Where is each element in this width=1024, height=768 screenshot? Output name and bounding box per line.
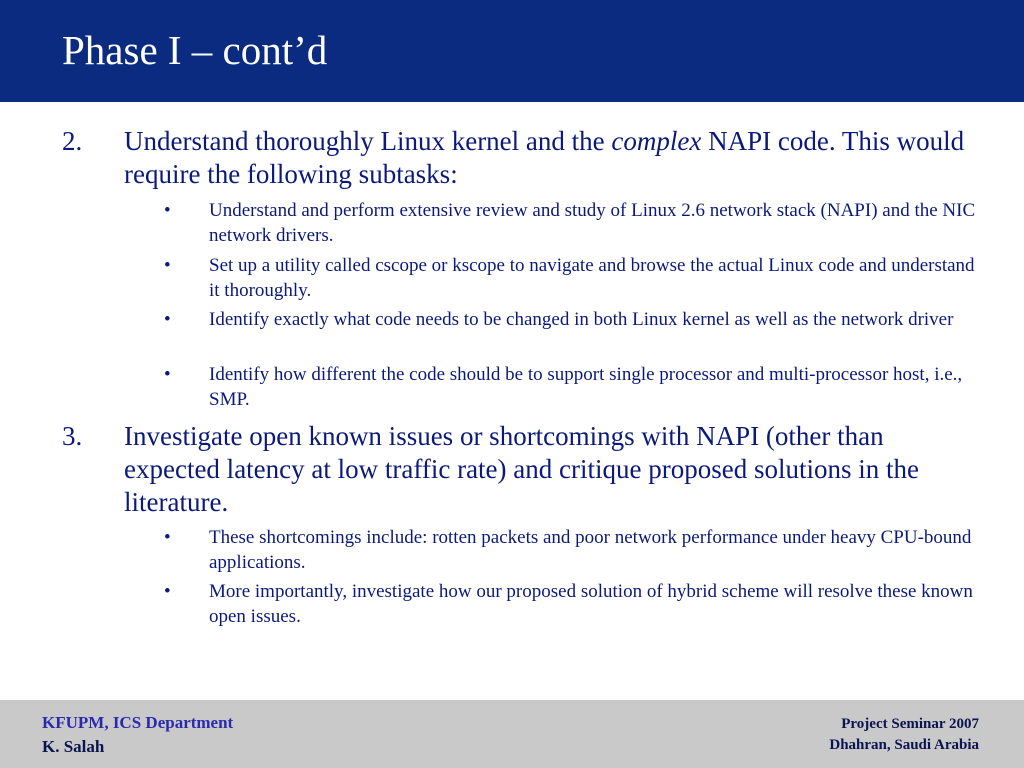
- list-item-number: 2.: [62, 126, 83, 156]
- bullet-icon: •: [164, 309, 171, 330]
- slide-title: Phase I – cont’d: [62, 27, 328, 73]
- footer-location: Dhahran, Saudi Arabia: [829, 737, 979, 753]
- list-item-text: Investigate open known issues or shortcomings with NAPI (other than expected latency at low traffic rate) and critique proposed solutions in the literature.: [124, 421, 919, 517]
- sub-bullet-text: Identify exactly what code needs to be changed in both Linux kernel as well as the network driver: [209, 309, 954, 330]
- sub-bullet-text: Understand and perform extensive review and study of Linux 2.6 network stack (NAPI) and the NIC network drivers.: [209, 200, 976, 246]
- list-item-text-emphasis: complex: [611, 126, 702, 156]
- footer-department: KFUPM, ICS Department: [42, 713, 234, 732]
- bullet-icon: •: [164, 581, 171, 602]
- sub-bullet-text: More importantly, investigate how our proposed solution of hybrid scheme will resolve these known open issues.: [209, 581, 973, 627]
- bullet-icon: •: [164, 364, 171, 385]
- list-item-text-before: Understand thoroughly Linux kernel and the: [124, 126, 612, 156]
- bullet-icon: •: [164, 200, 171, 221]
- sub-bullet-text: These shortcomings include: rotten packets and poor network performance under heavy CPU-bound applications.: [209, 527, 972, 573]
- sub-bullet-text: Identify how different the code should be to support single processor and multi-processor host, i.e., SMP.: [209, 364, 963, 410]
- list-item-text: [124, 125, 974, 191]
- sub-bullet-text: Set up a utility called cscope or kscope to navigate and browse the actual Linux code and understand it thoroughly.: [209, 255, 975, 301]
- bullet-icon: •: [164, 527, 171, 548]
- list-item-text-after: NAPI code. This would require the following subtasks:: [124, 126, 965, 189]
- footer-author: K. Salah: [42, 737, 105, 756]
- footer-bar: [0, 700, 1024, 768]
- bullet-icon: •: [164, 255, 171, 276]
- list-item-number: 3.: [62, 421, 83, 451]
- footer-event: Project Seminar 2007: [841, 716, 979, 732]
